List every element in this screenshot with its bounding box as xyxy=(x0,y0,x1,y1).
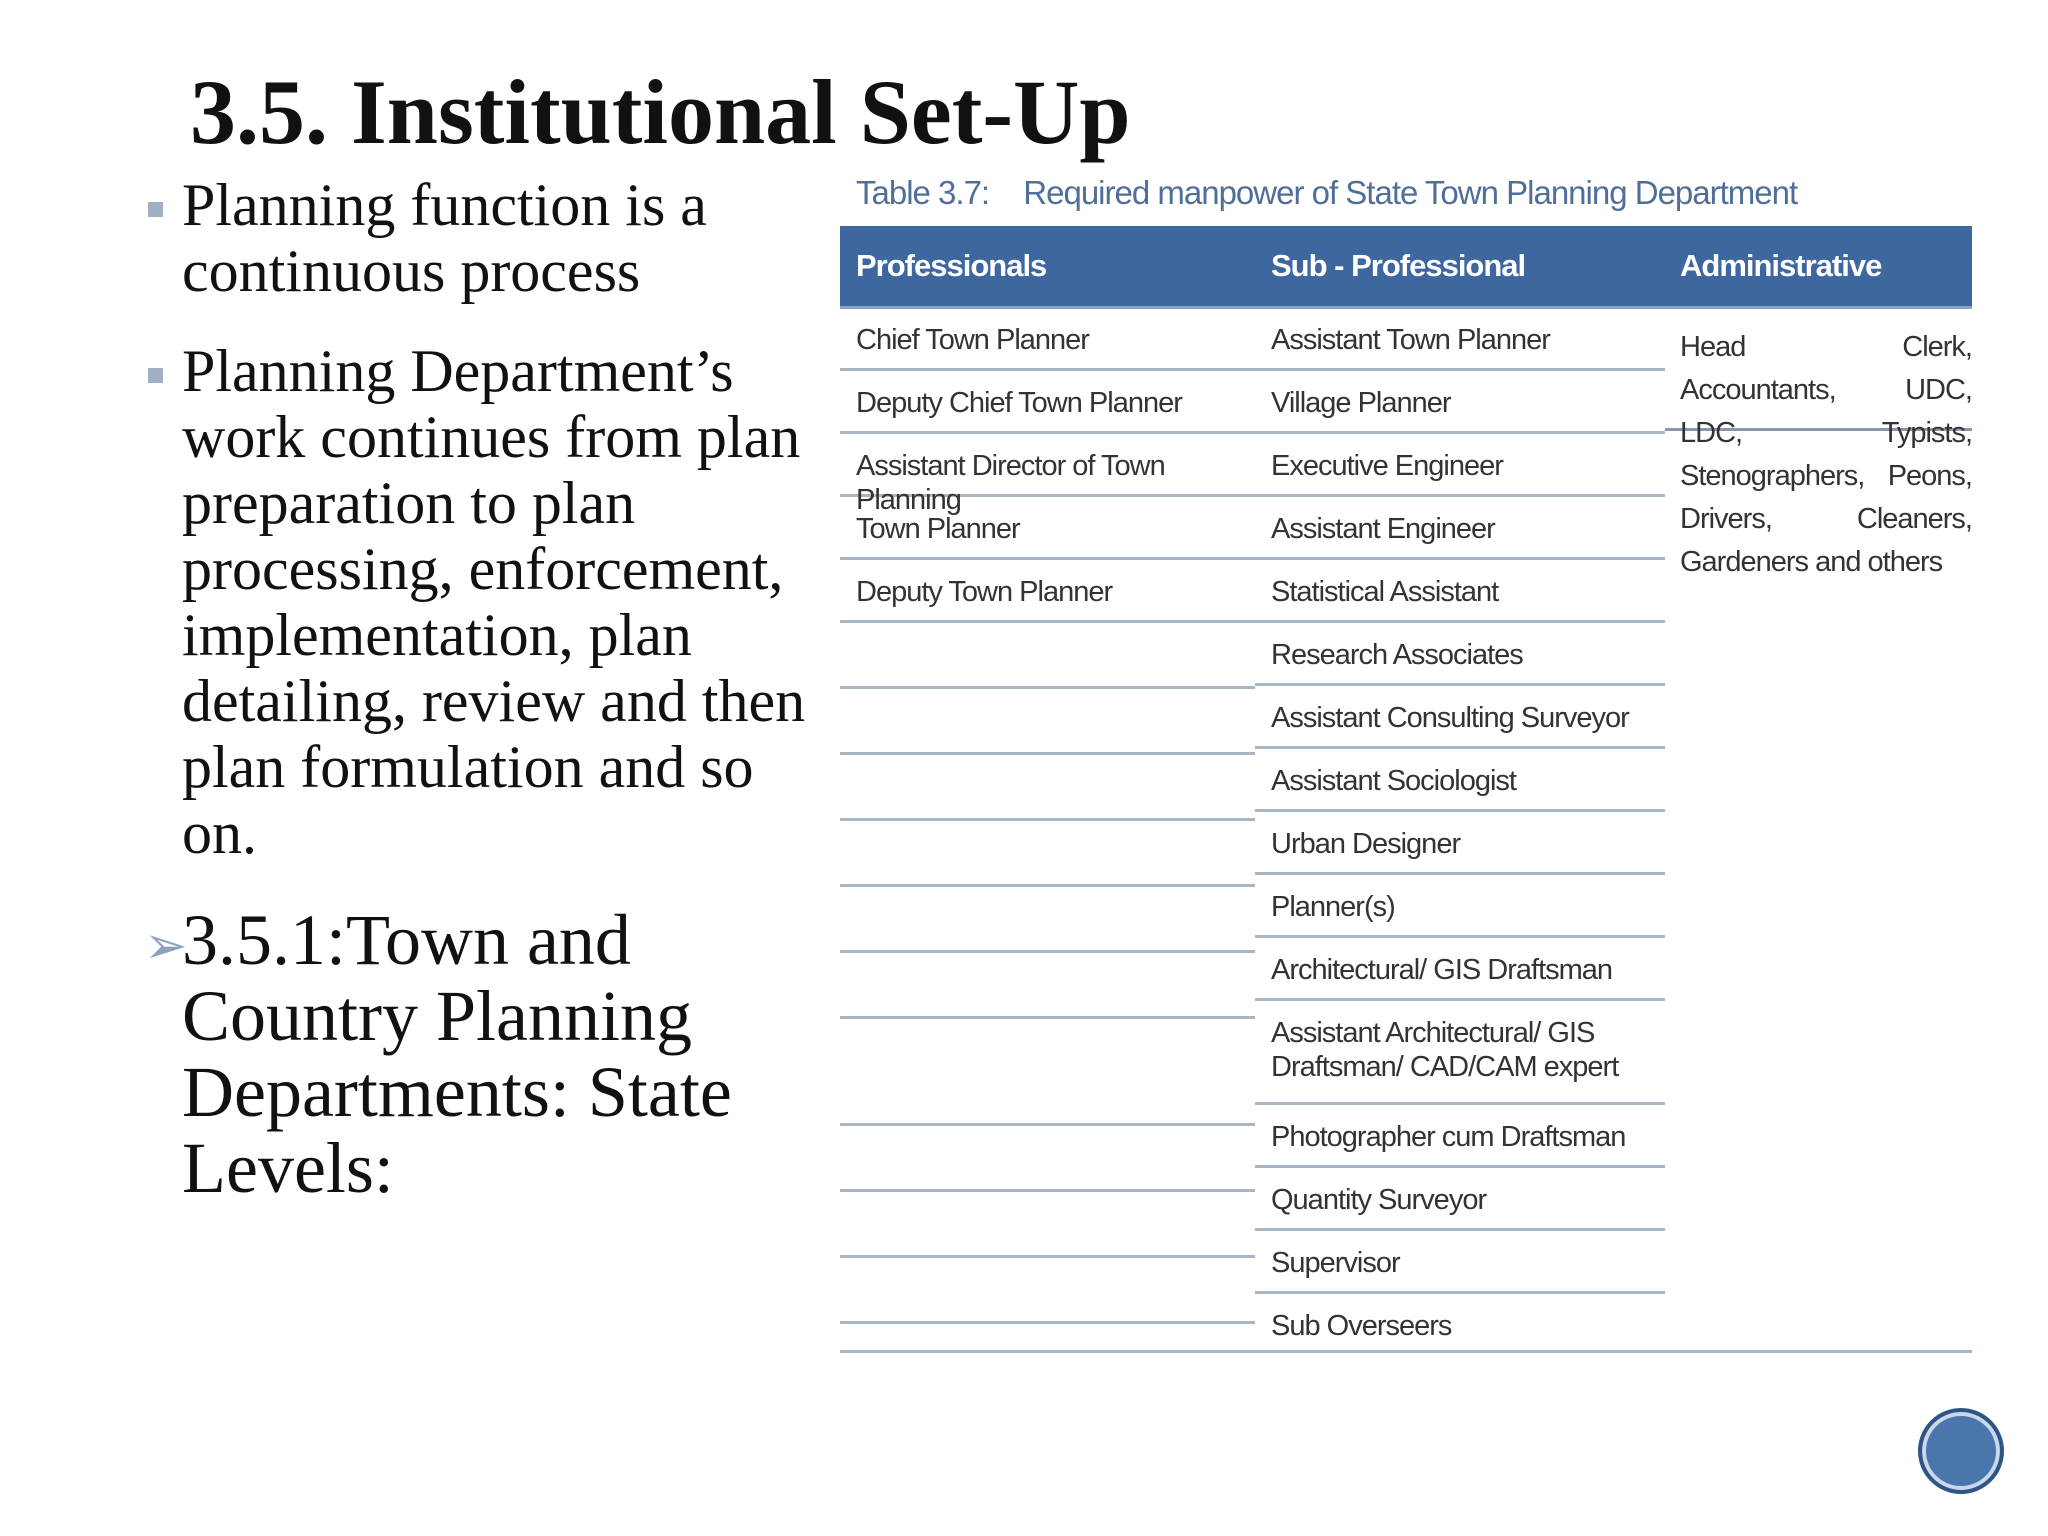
administrative-cell: Head Clerk, Accountants, UDC, LDC, Typists, Stenographers, Peons, Drivers, Cleaners, Gardeners and others xyxy=(1680,331,1972,578)
bullet-list xyxy=(140,172,820,1206)
table-caption-title: Required manpower of State Town Planning Department xyxy=(1023,174,1798,211)
empty-cell xyxy=(840,1192,1255,1258)
table-cell: Sub Overseers xyxy=(1271,1310,1452,1342)
subheading-text: 3.5.1:Town and Country Planning Departments: State Levels: xyxy=(182,900,732,1208)
table-bottom-border xyxy=(840,1350,1972,1353)
table-cell: Assistant Consulting Surveyor xyxy=(1255,686,1665,749)
table-header xyxy=(840,226,1972,309)
table-cell: Deputy Town Planner xyxy=(840,560,1255,623)
table-cell: Architectural/ GIS Draftsman xyxy=(1255,938,1665,1001)
square-bullet-icon xyxy=(148,202,163,217)
table-cell: Photographer cum Draftsman xyxy=(1255,1105,1665,1168)
table-cell: Assistant Sociologist xyxy=(1255,749,1665,812)
table-cell: Research Associates xyxy=(1255,623,1665,686)
empty-cell xyxy=(840,1258,1255,1324)
empty-cell xyxy=(840,755,1255,821)
professionals-column xyxy=(840,308,1255,1324)
empty-cell xyxy=(840,887,1255,953)
empty-cell xyxy=(840,1126,1255,1192)
empty-cell xyxy=(840,623,1255,689)
table-cell: Assistant Engineer xyxy=(1255,497,1665,560)
table-cell: Town Planner xyxy=(840,497,1255,560)
table-caption-number: Table 3.7: xyxy=(856,174,990,211)
slide-title: 3.5. Institutional Set-Up xyxy=(190,61,1131,163)
table-cell: Urban Designer xyxy=(1255,812,1665,875)
empty-cell xyxy=(840,689,1255,755)
slide-nav-circle-icon[interactable] xyxy=(1918,1408,2004,1494)
table-caption xyxy=(856,174,1797,212)
bullet-item xyxy=(140,172,820,304)
table-cell: Village Planner xyxy=(1255,371,1665,434)
table-cell: Assistant Architectural/ GIS Draftsman/ CAD/CAM expert xyxy=(1255,1001,1665,1105)
arrow-bullet-icon: ➢ xyxy=(144,916,188,976)
table-cell: Supervisor xyxy=(1255,1231,1665,1294)
sub-professional-column xyxy=(1255,308,1665,1357)
table-cell: Planner(s) xyxy=(1255,875,1665,938)
manpower-table xyxy=(840,226,1972,1356)
table-cell: Assistant Town Planner xyxy=(1255,308,1665,371)
column-header-sub-professional: Sub - Professional xyxy=(1271,248,1526,283)
table-cell: Deputy Chief Town Planner xyxy=(840,371,1255,434)
column-header-professionals: Professionals xyxy=(856,248,1047,283)
empty-cell xyxy=(840,1019,1255,1126)
table-cell: Quantity Surveyor xyxy=(1255,1168,1665,1231)
table-cell: Chief Town Planner xyxy=(840,308,1255,371)
table-cell: Assistant Director of Town Planning xyxy=(840,434,1255,497)
empty-cell xyxy=(840,821,1255,887)
table-cell: Executive Engineer xyxy=(1255,434,1665,497)
bullet-text: Planning Department’s work continues from plan preparation to plan processing, enforcement, implementation, plan detailing, review and then plan formulation and so on. xyxy=(182,338,806,866)
bullet-text: Planning function is a continuous process xyxy=(182,172,707,304)
square-bullet-icon xyxy=(148,368,163,383)
bullet-item xyxy=(140,338,820,866)
column-header-administrative: Administrative xyxy=(1680,248,1882,283)
table-cell: Statistical Assistant xyxy=(1255,560,1665,623)
subheading xyxy=(140,902,820,1206)
empty-cell xyxy=(840,953,1255,1019)
